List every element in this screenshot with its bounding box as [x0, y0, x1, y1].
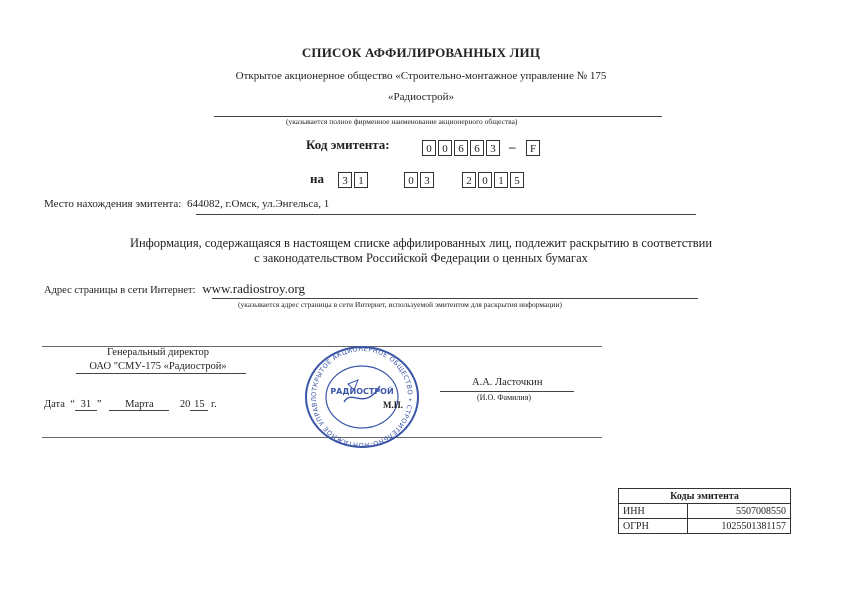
signer-name: А.А. Ласточкин [472, 377, 543, 388]
issuer-code-suffix: F [526, 140, 540, 156]
report-date-label: на [310, 171, 324, 186]
report-date-month-digit: 3 [420, 172, 434, 188]
disclosure-line2: с законодательством Российской Федерации о ценных бумагах [254, 251, 588, 265]
website-value: www.radiostroy.org [202, 281, 305, 296]
issuer-codes-header: Коды эмитента [619, 489, 791, 504]
location-underline [196, 214, 696, 215]
table-row [619, 504, 791, 519]
report-date-day-digit: 3 [338, 172, 352, 188]
signature-date-day: 31 [75, 399, 97, 411]
signature-date-month: Марта [109, 399, 169, 411]
signature-date-label: Дата [44, 399, 65, 410]
company-name-line2: «Радиострой» [388, 91, 454, 103]
issuer-code-label: Код эмитента: [306, 137, 390, 152]
signature-date: Дата “ 31 ” Марта 20 15 г. [44, 399, 217, 410]
issuer-code-digit: 3 [486, 140, 500, 156]
website-hint: (указывается адрес страницы в сети Интернет, используемой эмитентом для раскрытия информации) [238, 300, 562, 309]
report-date-day-digit: 1 [354, 172, 368, 188]
issuer-code-digit: 6 [470, 140, 484, 156]
disclosure-line1: Информация, содержащаяся в настоящем списке аффилированных лиц, подлежит раскрытию в соответствии [129, 236, 713, 250]
report-date-year-digit: 2 [462, 172, 476, 188]
issuer-code-digit: 6 [454, 140, 468, 156]
ogrn-label: ОГРН [619, 519, 688, 534]
seal-center-text: РАДИОСТРОЙ [330, 387, 394, 396]
document-title: СПИСОК АФФИЛИРОВАННЫХ ЛИЦ [301, 45, 541, 60]
signer-position-line2: ОАО "СМУ-175 «Радиострой» [89, 361, 227, 372]
inn-label: ИНН [619, 504, 688, 519]
stamp-mark: М.П. [383, 400, 403, 410]
signer-position [78, 346, 238, 374]
website-label: Адрес страницы в сети Интернет: [44, 285, 196, 296]
report-date-month-digit: 0 [404, 172, 418, 188]
signer-position-line1: Генеральный директор [107, 347, 209, 358]
issuer-location-label: Место нахождения эмитента: [44, 198, 182, 210]
issuer-location [44, 198, 329, 210]
position-underline [76, 373, 246, 374]
issuer-codes-table [618, 488, 791, 534]
seal-ring-text: ОТКРЫТОЕ АКЦИОНЕРНОЕ ОБЩЕСТВО • СТРОИТЕЛЬНО-МОНТАЖНОЕ УПРАВЛ [309, 344, 415, 450]
inn-value: 5507008550 [688, 504, 791, 519]
company-name-hint: (указывается полное фирменное наименование акционерного общества) [286, 117, 518, 126]
website-underline [212, 298, 698, 299]
ogrn-value: 1025501381157 [688, 519, 791, 534]
report-date-year-digit: 1 [494, 172, 508, 188]
seal-icon [300, 342, 424, 452]
disclosure-statement [0, 236, 842, 266]
issuer-code-dash: – [509, 139, 516, 154]
signature-date-suffix: г. [211, 399, 217, 410]
report-date-year-digit: 0 [478, 172, 492, 188]
report-date-year-digit: 5 [510, 172, 524, 188]
signer-name-hint: (И.О. Фамилия) [477, 393, 532, 402]
signature-date-year-prefix: 20 [179, 399, 191, 410]
company-seal [300, 342, 424, 457]
issuer-code-digit: 0 [438, 140, 452, 156]
issuer-location-value: 644082, г.Омск, ул.Энгельса, 1 [187, 198, 330, 210]
issuer-code-digit: 0 [422, 140, 436, 156]
signer-underline [440, 391, 574, 392]
signature-date-year-suffix: 15 [190, 399, 208, 411]
table-row [619, 519, 791, 534]
website-row [44, 281, 305, 297]
company-name-line1: Открытое акционерное общество «Строительно-монтажное управление № 175 [235, 70, 607, 82]
